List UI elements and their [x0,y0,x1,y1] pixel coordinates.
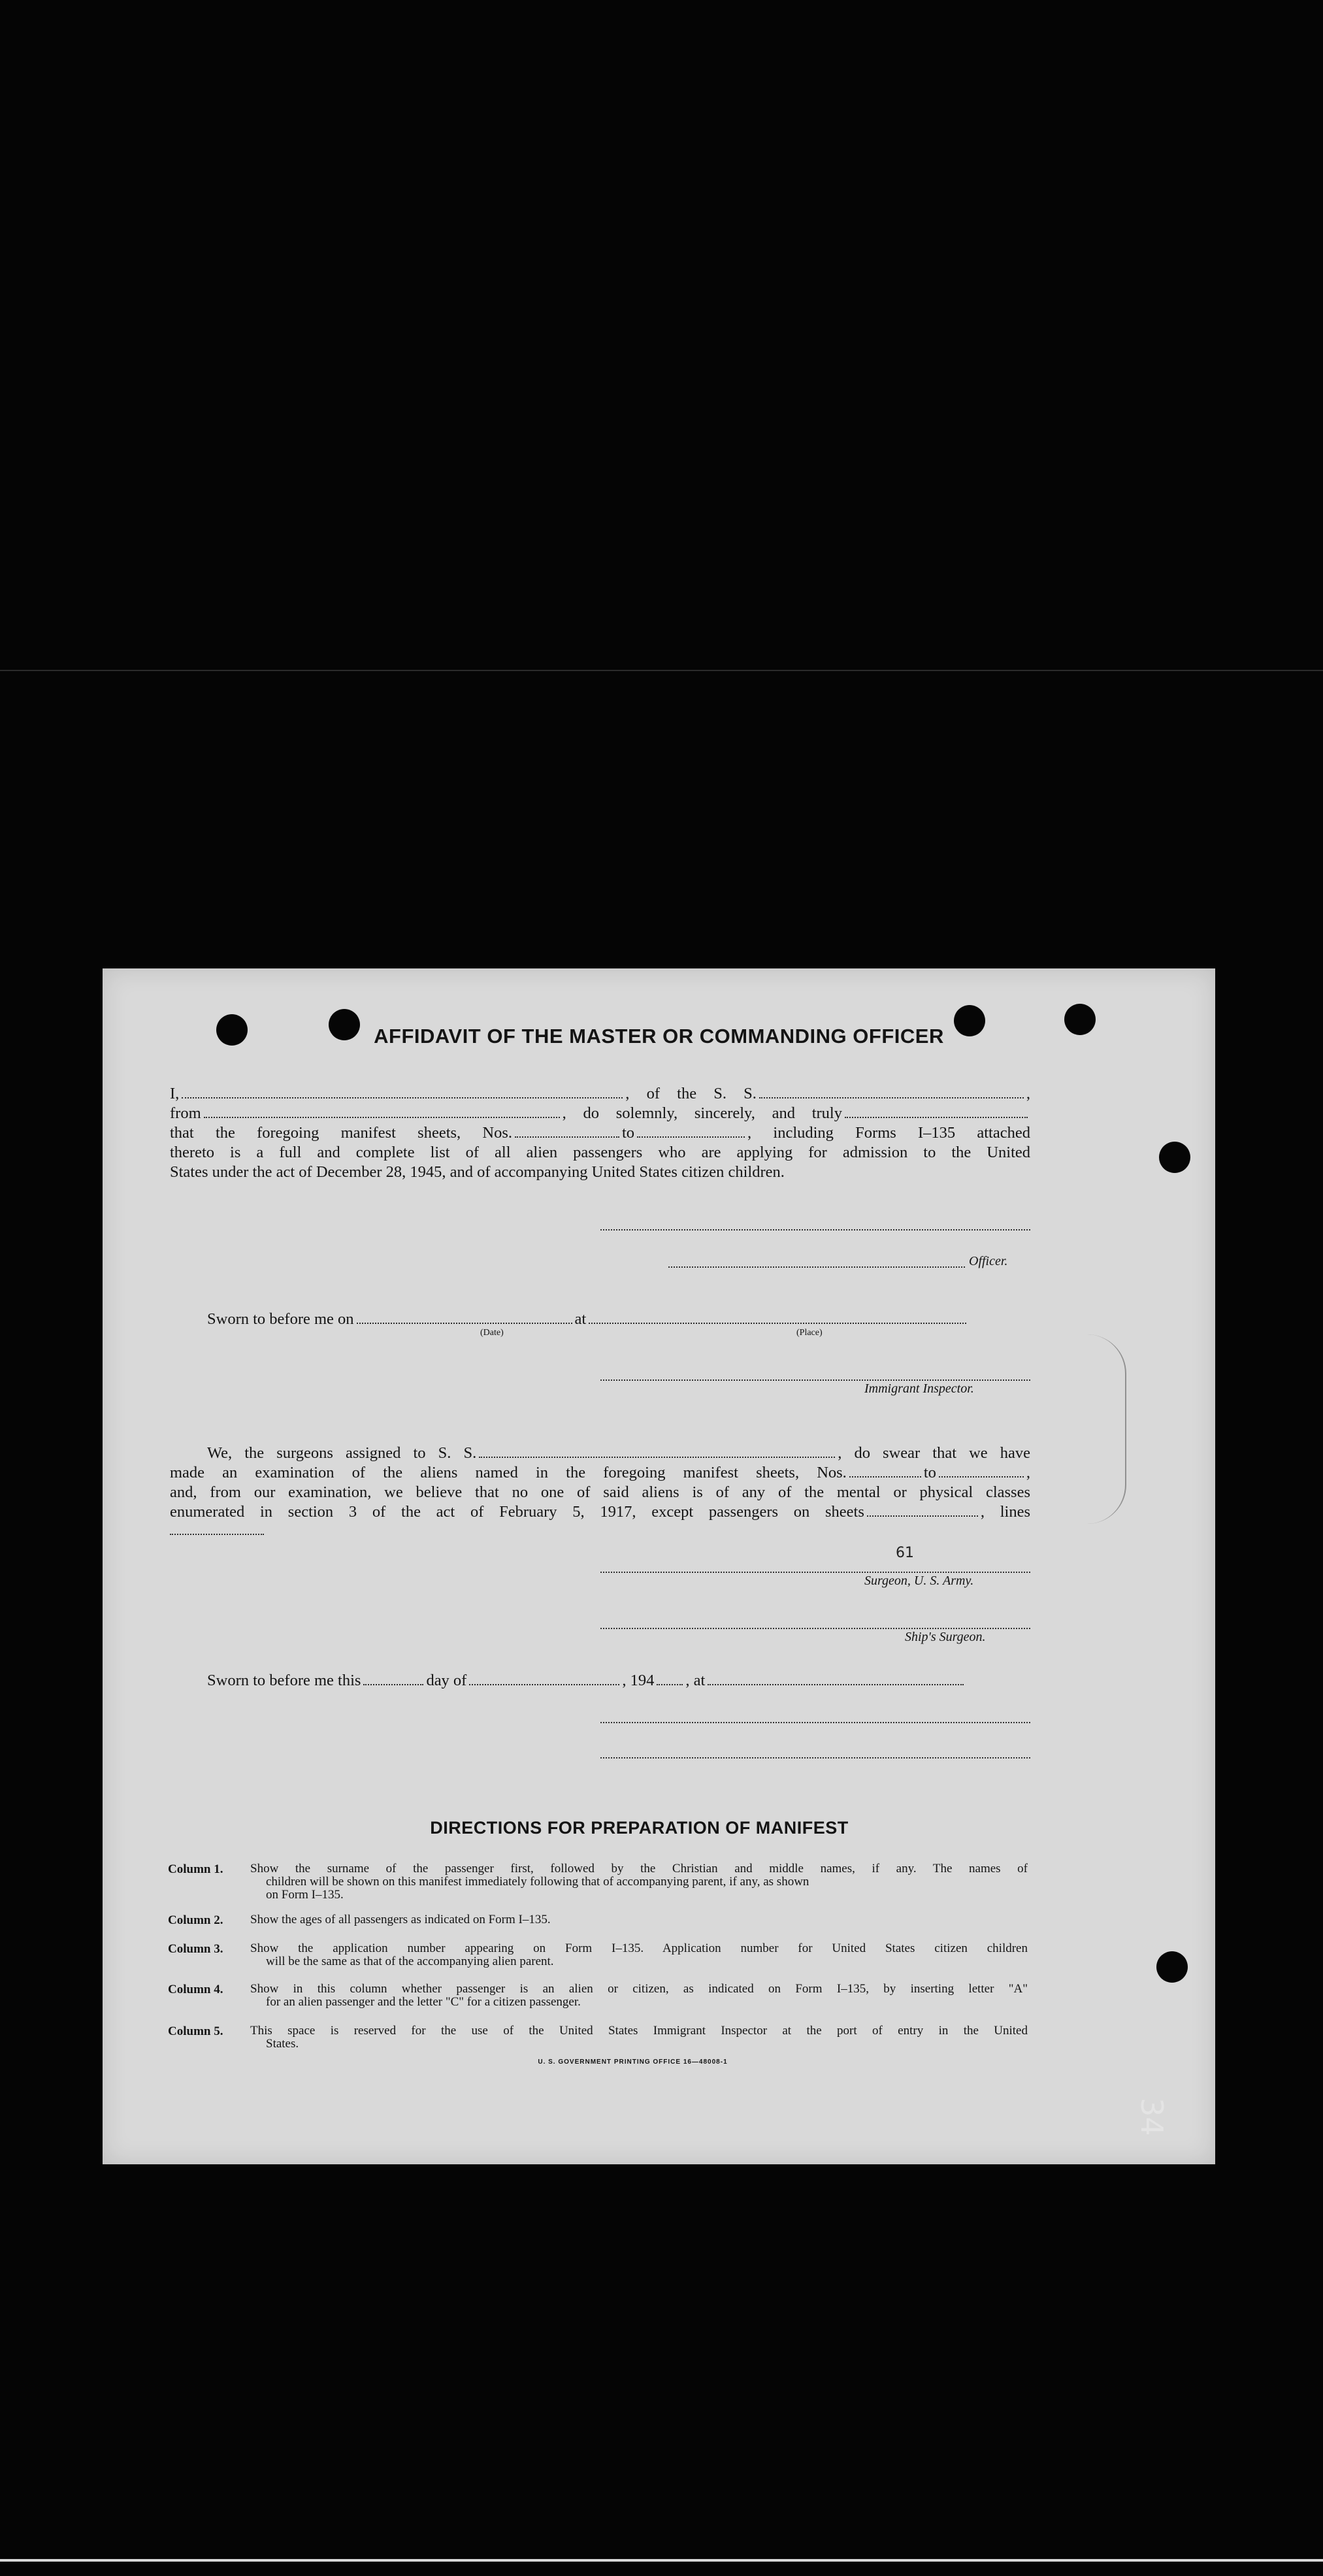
surgeons-line-1: We, the surgeons assigned to S. S. , do swear that we have [207,1444,1030,1462]
column-2-label: Column 2. [168,1913,223,1927]
punch-hole [1156,1951,1188,1983]
affidavit-line-5: States under the act of December 28, 1945, and of accompanying United States citizen children. [170,1163,785,1181]
inspector-2-title-line[interactable] [600,1757,1030,1759]
ship-name-field[interactable] [759,1097,1024,1098]
place-caption: (Place) [796,1328,823,1338]
truly-field[interactable] [845,1116,1028,1118]
punch-hole [1159,1142,1190,1173]
officer-signature-line[interactable] [668,1266,965,1268]
column-1-text: Show the surname of the passenger first, followed by the Christian and middle names, if any. The names of children will be shown on this manifest immediately following that of accompanying parent, if any, as shown on Form I–135. [250,1862,1028,1902]
sworn-line-1: Sworn to before me on at [207,1312,969,1328]
surgeons-line-2: made an examination of the aliens named in the foregoing manifest sheets, Nos. to , [170,1464,1030,1481]
column-5-label: Column 5. [168,2024,223,2038]
army-surgeon-label: Surgeon, U. S. Army. [864,1574,974,1588]
except-sheets-field[interactable] [867,1515,978,1517]
column-2-text: Show the ages of all passengers as indicated on Form I–135. [250,1913,551,1926]
surgeon-ship-field[interactable] [479,1456,835,1458]
page-number-mark: 34 [1134,2098,1169,2136]
sworn-year-field[interactable] [657,1683,683,1685]
lines-field[interactable] [170,1533,264,1535]
manifest-form-page [103,968,1215,2164]
ship-surgeon-signature-line[interactable] [600,1627,1030,1629]
column-4-label: Column 4. [168,1983,223,1996]
surgeons-sworn-line: Sworn to before me this day of , 194 , at [207,1673,966,1689]
column-3-label: Column 3. [168,1942,223,1956]
surgeon-sheet-to-field[interactable] [939,1476,1024,1478]
ship-surgeon-label: Ship's Surgeon. [905,1630,986,1644]
affidavit-line-2: from , do solemnly, sincerely, and truly [170,1106,1030,1122]
surgeons-line-3: and, from our examination, we believe that no one of said aliens is of any of the mental or physical classes [170,1483,1030,1501]
affidavit-line-4: thereto is a full and complete list of all alien passengers who are applying for admission to the United [170,1144,1030,1161]
printer-imprint: U. S. GOVERNMENT PRINTING OFFICE 16—48008-1 [538,2058,728,2066]
affidavit-line-1: I, , of the S. S. , [170,1085,1030,1102]
port-from-field[interactable] [204,1116,560,1118]
bracket-mark [1053,1334,1126,1524]
date-caption: (Date) [480,1328,504,1338]
sworn-day-field[interactable] [363,1683,423,1685]
scan-artifact-line [0,670,1323,671]
column-1-label: Column 1. [168,1862,223,1876]
sheet-from-field[interactable] [515,1136,619,1138]
film-edge-line [0,2559,1323,2562]
sworn-place-field[interactable] [589,1322,966,1324]
master-signature-line[interactable] [600,1229,1030,1230]
officer-label: Officer. [969,1254,1008,1268]
master-name-field[interactable] [182,1097,623,1098]
inspector-2-signature-line[interactable] [600,1721,1030,1723]
army-surgeon-signature-line[interactable] [600,1571,1030,1573]
column-5-text: This space is reserved for the use of the United States Immigrant Inspector at the port of entry in the United States. [250,2024,1028,2051]
inspector-label: Immigrant Inspector. [864,1381,974,1396]
affidavit-line-3: that the foregoing manifest sheets, Nos. to , including Forms I–135 attached [170,1124,1030,1142]
sworn-date-field[interactable] [357,1322,572,1324]
column-4-text: Show in this column whether passenger is an alien or citizen, as indicated on Form I–135, by inserting letter "A" for an alien passenger and the letter "C" for a citizen passenger. [250,1982,1028,2009]
sworn-at-field[interactable] [708,1683,964,1685]
affidavit-title: AFFIDAVIT OF THE MASTER OR COMMANDING OFFICER [374,1025,944,1048]
surgeon-sheet-from-field[interactable] [849,1476,921,1478]
column-3-text: Show the application number appearing on Form I–135. Application number for United States citizen children will be the same as that of the accompanying alien parent. [250,1941,1028,1968]
surgeons-line-4: enumerated in section 3 of the act of February 5, 1917, except passengers on sheets , lines [170,1503,1030,1521]
inspector-signature-line[interactable] [600,1379,1030,1381]
sheet-to-field[interactable] [637,1136,745,1138]
sworn-month-field[interactable] [469,1683,619,1685]
handwritten-mark: 61 [896,1545,914,1561]
directions-title: DIRECTIONS FOR PREPARATION OF MANIFEST [430,1818,849,1838]
